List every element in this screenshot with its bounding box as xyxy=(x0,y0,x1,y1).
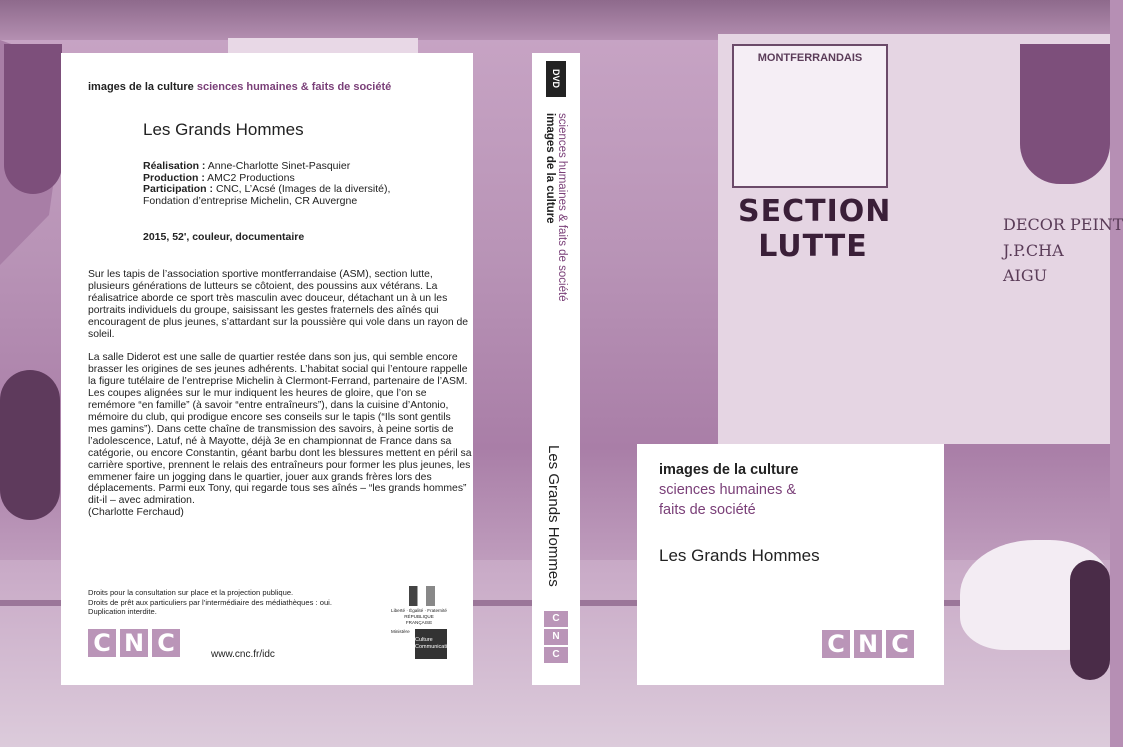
synopsis-author: (Charlotte Ferchaud) xyxy=(88,507,184,519)
credit-label: Réalisation : xyxy=(143,160,206,172)
section-word: SECTION xyxy=(738,194,892,229)
wrestler-shape xyxy=(1070,560,1110,680)
credit-label: Production : xyxy=(143,171,205,184)
series-sub: sciences humaines & faits de société xyxy=(196,81,392,93)
spine-title: Les Grands Hommes xyxy=(545,445,562,587)
spine xyxy=(532,53,580,685)
marianne-icon xyxy=(409,586,435,606)
front-cnc-logo xyxy=(822,630,914,658)
cnc-letter: C xyxy=(544,611,568,627)
synopsis-paragraph: Sur les tapis de l’association sportive montferrandaise (ASM), section lutte, plusieurs générations de lutteurs se côtoient, des poussins aux vétérans. La réalisatrice aborde ce sport très masculin avec douceur, détachant un à un les portraits individuels du groupe, saisissant les gestes fraternels des aînés qui encouragent de plus jeunes, s’attardant sur la poussière qui vole dans un rayon de soleil. xyxy=(88,269,469,340)
front-series-heading xyxy=(659,460,798,520)
front-series-main: images de la culture xyxy=(659,462,799,478)
spine-series-sub: sciences humaines & faits de société xyxy=(556,113,568,302)
cnc-letter: N xyxy=(120,629,148,657)
cnc-logo xyxy=(88,629,180,657)
back-cover xyxy=(61,53,473,685)
credit-value: CNC, L’Acsé (Images de la diversité), xyxy=(215,183,391,195)
cnc-letter: C xyxy=(822,630,850,658)
synopsis-paragraph: La salle Diderot est une salle de quartier restée dans son jus, qui semble encore brasser les origines de ses jeunes adhérents. L’habitat social qui l’entoure rappelle la figure tutélaire de l’entreprise Michelin à Clermont-Ferrand, partenaire de l’ASM. Les coupes alignées sur le mur indiquent les heures de gloire, que l’on se remémore “en famille” (à savoir “entre entraîneurs”), dans la cuisine d’Antonio, mémoire du club, qui prodigue encore ses conseils sur le tapis (“Ils sont gentils mes gamins”). Dans cette chaîne de transmission des savoirs, à peine sortis de l’adolescence, Latuf, né à Mayotte, déjà 3e en championnat de France dans sa catégorie, ou encore Constantin, géant barbu dont les blessures mettent en péril sa carrière sportive, prennent le relais des entraîneurs pour former les plus jeunes, les emmener faire un jogging dans le quartier, jouer aux grands frères lors des déplacements. Parmi eux Tony, qui regarde tous ses aînés – “les grands hommes” dit-il – avec admiration. xyxy=(88,352,472,507)
ministere-communication: Communication xyxy=(415,644,454,650)
decor-sign xyxy=(1003,212,1123,289)
credit-line: Fondation d’entreprise Michelin, CR Auvergne xyxy=(143,194,358,207)
cnc-letter: N xyxy=(854,630,882,658)
rights-line: Duplication interdite. xyxy=(88,607,157,617)
amicale-logo xyxy=(732,44,888,188)
cnc-letter: C xyxy=(544,647,568,663)
synopsis xyxy=(88,269,472,519)
film-info: 2015, 52', couleur, documentaire xyxy=(143,231,305,243)
spine-cnc-logo xyxy=(544,611,568,663)
front-series-sub: sciences humaines & xyxy=(659,482,797,498)
wrestler-shape xyxy=(0,370,60,520)
club-shield-right xyxy=(1020,44,1110,184)
republique-name: RÉPUBLIQUE FRANÇAISE xyxy=(404,614,434,625)
series-heading xyxy=(88,81,391,93)
section-lutte-sign xyxy=(738,194,892,264)
decor-line: AIGU xyxy=(1003,266,1048,286)
republique-motto: Liberté · Égalité · Fraternité xyxy=(391,608,447,613)
club-shield-left xyxy=(4,44,62,194)
credit-line xyxy=(143,184,443,196)
rights-line: Droits pour la consultation sur place et la projection publique. xyxy=(88,588,294,597)
cnc-letter: C xyxy=(886,630,914,658)
front-title: Les Grands Hommes xyxy=(659,546,820,565)
amicale-text: MONTFERRANDAIS xyxy=(757,52,863,64)
decor-line: DECOR PEINT xyxy=(1003,215,1123,234)
website-url: www.cnc.fr/idc xyxy=(211,649,275,660)
spine-series-main: images de la culture xyxy=(544,113,556,224)
dvd-logo: DVD xyxy=(546,61,566,97)
ministere-culture: Culture xyxy=(415,637,433,643)
lutte-word: LUTTE xyxy=(758,228,868,264)
cnc-letter: C xyxy=(88,629,116,657)
credits xyxy=(143,161,443,207)
rights-notice xyxy=(88,588,408,617)
ministere-culture-logo xyxy=(391,629,454,659)
republique-francaise-logo xyxy=(391,586,447,624)
rights-line: Droits de prêt aux particuliers par l’intermédiaire des médiathèques : oui. xyxy=(88,597,332,607)
credit-value: Anne-Charlotte Sinet-Pasquier xyxy=(207,160,351,172)
ministere-label: Ministère xyxy=(391,629,415,659)
front-series-sub: faits de société xyxy=(659,502,756,518)
cnc-letter: N xyxy=(544,629,568,645)
credit-label: Participation : xyxy=(143,183,214,195)
front-cover-panel xyxy=(637,444,944,685)
series-main: images de la culture xyxy=(88,81,194,93)
film-title: Les Grands Hommes xyxy=(143,120,304,139)
credit-value: AMC2 Productions xyxy=(207,171,295,184)
cnc-letter: C xyxy=(152,629,180,657)
decor-line: J.P.CHA xyxy=(1003,240,1064,260)
